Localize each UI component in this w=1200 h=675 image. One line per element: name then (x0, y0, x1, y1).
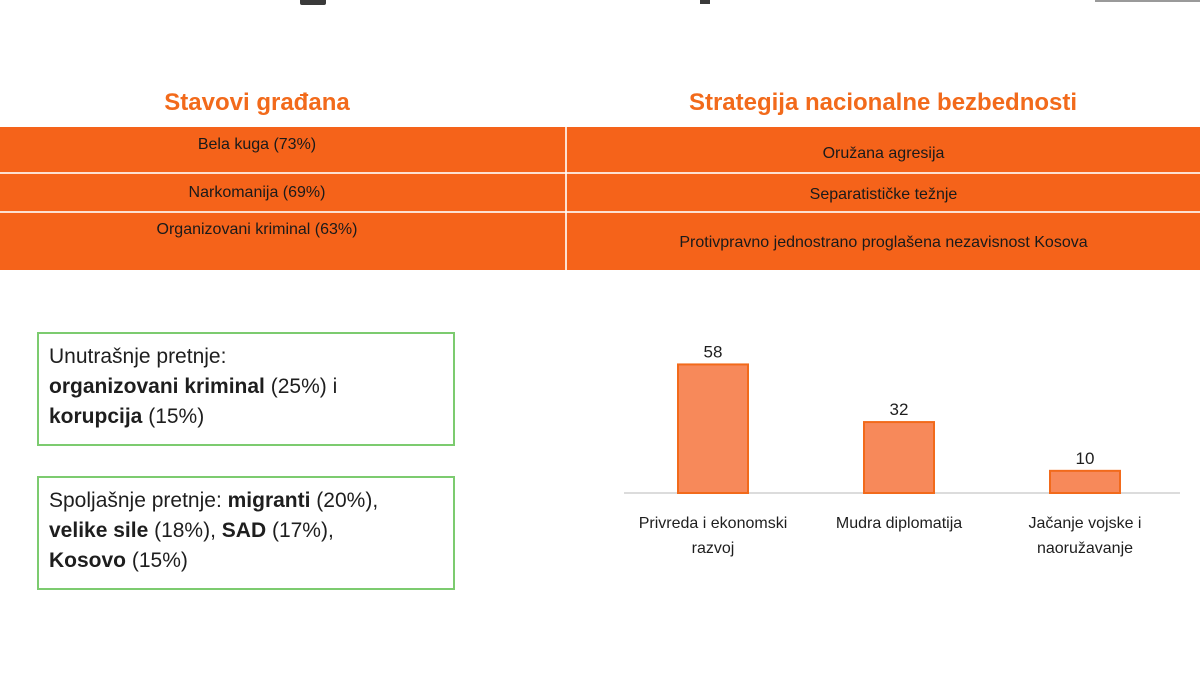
category-label-line: Mudra diplomatija (835, 515, 963, 532)
threat-percent: (20%), (310, 489, 379, 512)
internal-threats-box (37, 332, 455, 446)
comparison-table (0, 127, 1200, 270)
threat-name: velike sile (49, 519, 149, 542)
title-fragment-2 (700, 0, 710, 4)
threat-name: SAD (221, 519, 267, 542)
category-label-line: Privreda i ekonomski (638, 515, 788, 532)
table-cell-strategy: Protivpravno jednostrano proglašena nezavisnost Kosova (679, 234, 1088, 251)
national-security-strategy-heading: Strategija nacionalne bezbednosti (688, 89, 1078, 116)
data-label: 58 (703, 342, 723, 362)
threat-percent: (18%), (148, 519, 222, 542)
category-label-line: razvoj (691, 540, 735, 557)
bar (1050, 471, 1120, 493)
threat-percent: (17%), (266, 519, 334, 542)
table-cell-citizens: Narkomanija (69%) (188, 184, 326, 201)
category-label (639, 515, 788, 557)
threat-name: Kosovo (49, 549, 127, 572)
category-label (1029, 515, 1142, 557)
citizens-views-heading: Stavovi građana (164, 89, 350, 116)
table-row (0, 213, 1200, 270)
bar-chart-svg (610, 330, 1200, 580)
table-cell-strategy: Separatističke težnje (809, 186, 958, 203)
threat-name: korupcija (49, 405, 143, 428)
external-threats-line-1 (49, 486, 443, 516)
table-cell-citizens: Bela kuga (73%) (197, 136, 317, 153)
table-row (0, 127, 1200, 172)
title-fragment-3 (1095, 0, 1200, 2)
threat-percent: (15%) (126, 549, 188, 572)
cropped-title-fragment (0, 0, 1200, 10)
internal-threats-intro: Unutrašnje pretnje: (49, 345, 227, 368)
data-label: 10 (1075, 448, 1095, 468)
external-threats-box (37, 476, 455, 590)
bar (864, 422, 934, 493)
threat-name: organizovani kriminal (49, 375, 265, 398)
table-row (0, 174, 1200, 211)
table-cell-strategy: Oružana agresija (822, 145, 945, 162)
external-threats-intro: Spoljašnje pretnje: (49, 489, 228, 512)
external-threats-line-2 (49, 516, 443, 546)
internal-threats-line-2 (49, 402, 443, 432)
priority-bar-chart (610, 330, 1200, 580)
threat-percent: (15%) (142, 405, 205, 428)
category-label-line: naoružavanje (1036, 540, 1134, 557)
data-label: 32 (889, 400, 909, 420)
threat-name: migranti (227, 489, 311, 512)
category-label-line: Jačanje vojske i (1028, 515, 1142, 532)
table-cell-citizens: Organizovani kriminal (63%) (156, 221, 358, 238)
bar (678, 364, 748, 493)
threat-percent: (25%) i (264, 375, 338, 398)
category-label (836, 515, 962, 532)
title-fragment-1 (300, 0, 326, 5)
external-threats-line-3 (49, 546, 443, 576)
internal-threats-line-1 (49, 372, 443, 402)
